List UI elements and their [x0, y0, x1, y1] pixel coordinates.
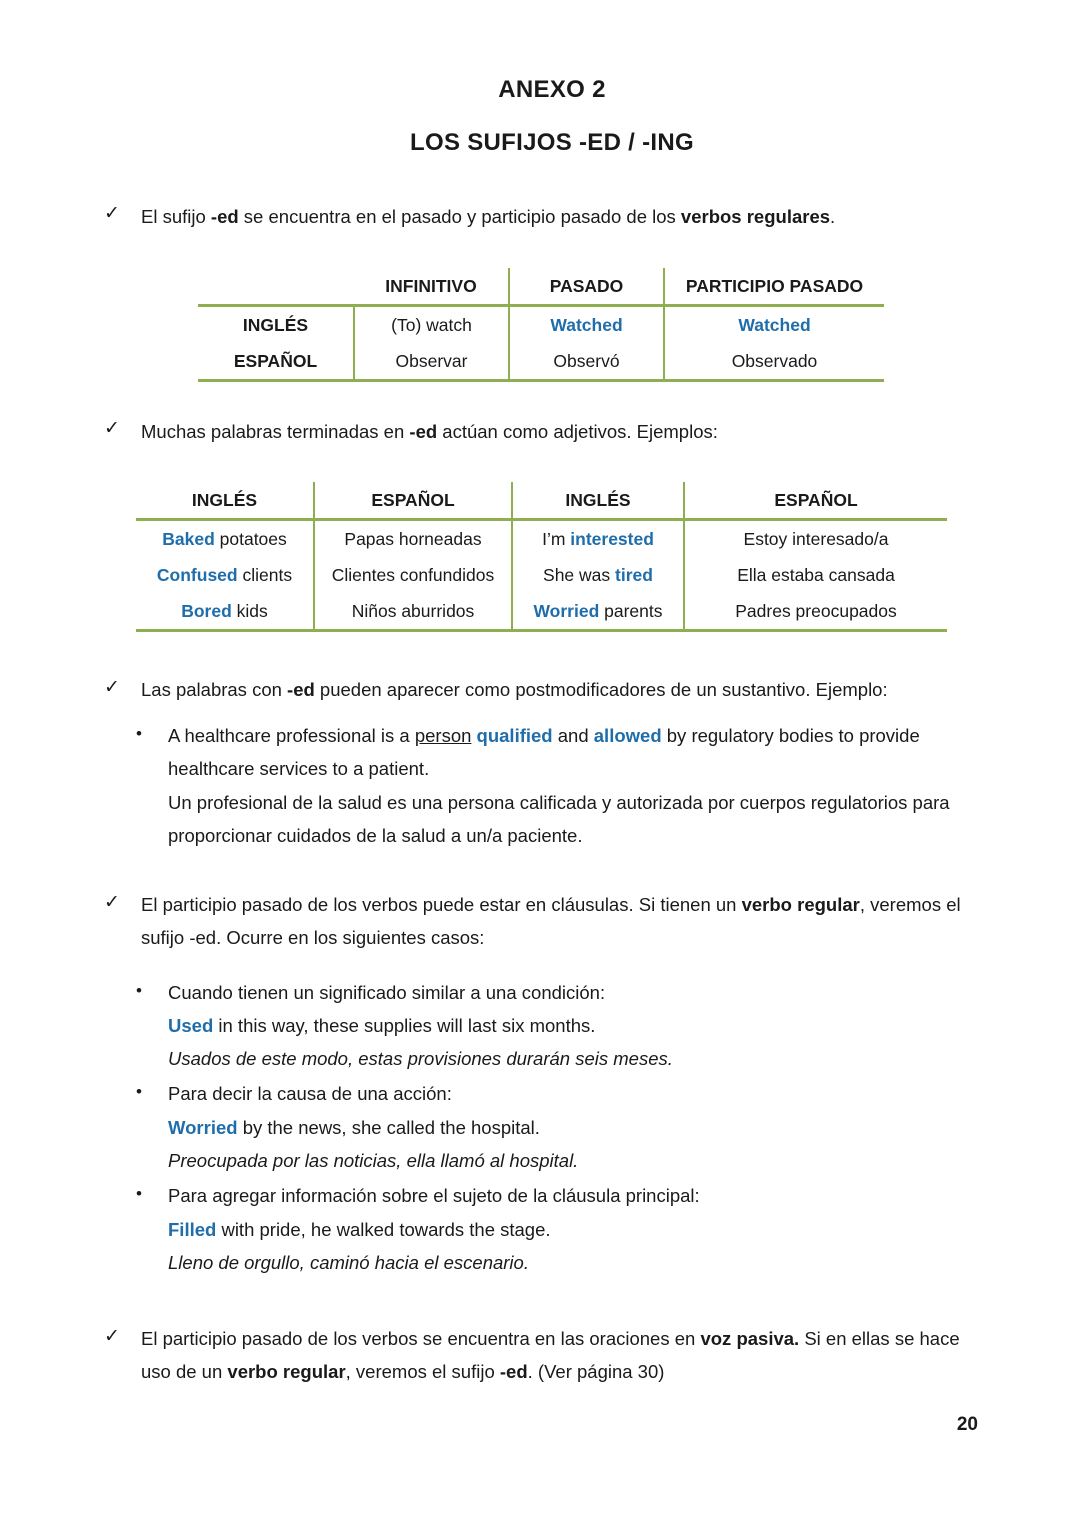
- page-number: 20: [956, 1414, 978, 1435]
- table-header: PASADO: [509, 268, 664, 306]
- table-row: [136, 520, 947, 558]
- case-example: Filled with pride, he walked towards the stage.: [168, 1219, 551, 1240]
- bullet-icon: •: [136, 1082, 142, 1101]
- table-cell: I’m interested: [512, 520, 684, 558]
- bullet-icon: •: [136, 981, 142, 1000]
- section-4-text: El participio pasado de los verbos puede estar en cláusulas. Si tienen un verbo regular, veremos el sufijo -ed. Ocurre en los siguientes casos:: [141, 894, 961, 948]
- check-icon: ✓: [104, 892, 120, 913]
- table-cell: Papas horneadas: [314, 520, 512, 558]
- table-cell: Ella estaba cansada: [684, 557, 947, 593]
- case-example: Worried by the news, she called the hospital.: [168, 1117, 540, 1138]
- case-translation: Preocupada por las noticias, ella llamó al hospital.: [168, 1150, 579, 1171]
- table-cell: Padres preocupados: [684, 593, 947, 631]
- table-cell: Estoy interesado/a: [684, 520, 947, 558]
- table-row: [198, 343, 884, 381]
- verb-forms-table: [198, 268, 884, 382]
- check-icon: ✓: [104, 677, 120, 698]
- row-label: ESPAÑOL: [198, 343, 354, 381]
- case-label: Para decir la causa de una acción:: [168, 1083, 452, 1104]
- page-title: ANEXO 2: [498, 76, 606, 103]
- table-header: [198, 268, 354, 306]
- table-header: INGLÉS: [512, 482, 684, 520]
- example-sentence: A healthcare professional is a person qualified and allowed by regulatory bodies to provide healthcare services to a patient.: [168, 725, 920, 779]
- table-header: INGLÉS: [191, 489, 258, 510]
- table-header: PARTICIPIO PASADO: [664, 268, 884, 306]
- example-translation: Un profesional de la salud es una persona calificada y autorizada por cuerpos regulatorios para proporcionar cuidados de la salud a un/a paciente.: [168, 792, 950, 846]
- section-1-text: El sufijo -ed se encuentra en el pasado y participio pasado de los verbos regulares.: [141, 206, 836, 227]
- bullet-icon: •: [136, 724, 142, 743]
- table-header: ESPAÑOL: [684, 482, 947, 520]
- table-cell: Confused clients: [156, 564, 293, 585]
- page-subtitle: LOS SUFIJOS -ED / -ING: [410, 129, 694, 156]
- bullet-icon: •: [136, 1184, 142, 1203]
- table-cell: Observado: [664, 343, 884, 381]
- table-cell: (To) watch: [354, 306, 509, 344]
- section-3-text: Las palabras con -ed pueden aparecer como postmodificadores de un sustantivo. Ejemplo:: [141, 679, 888, 700]
- case-translation: Lleno de orgullo, caminó hacia el escenario.: [168, 1252, 529, 1273]
- table-row: [136, 557, 947, 593]
- adjectives-table: [136, 482, 947, 632]
- table-header: INFINITIVO: [385, 275, 477, 296]
- row-label: INGLÉS: [198, 306, 354, 344]
- table-cell: Clientes confundidos: [314, 557, 512, 593]
- check-icon: ✓: [104, 1326, 120, 1347]
- case-example: Used in this way, these supplies will last six months.: [168, 1015, 596, 1036]
- table-cell: She was tired: [512, 557, 684, 593]
- table-header: ESPAÑOL: [314, 482, 512, 520]
- table-cell: Observó: [509, 343, 664, 381]
- table-cell: Niños aburridos: [314, 593, 512, 631]
- table-cell: Observar: [354, 343, 509, 381]
- table-row: [136, 593, 947, 631]
- section-2-text: Muchas palabras terminadas en -ed actúan como adjetivos. Ejemplos:: [141, 421, 718, 442]
- case-label: Para agregar información sobre el sujeto de la cláusula principal:: [168, 1185, 700, 1206]
- case-label: Cuando tienen un significado similar a una condición:: [168, 982, 606, 1003]
- table-cell: Watched: [509, 306, 664, 344]
- check-icon: ✓: [104, 418, 120, 439]
- table-cell: Baked potatoes: [136, 520, 314, 558]
- table-row: [198, 306, 884, 344]
- check-icon: ✓: [104, 203, 120, 224]
- section-5-text: El participio pasado de los verbos se encuentra en las oraciones en voz pasiva. Si en ellas se hace uso de un verbo regular, veremos el sufijo -ed. (Ver página 30): [141, 1328, 960, 1382]
- table-cell: Bored kids: [136, 593, 314, 631]
- table-cell: Watched: [664, 306, 884, 344]
- case-translation: Usados de este modo, estas provisiones durarán seis meses.: [168, 1048, 673, 1069]
- table-cell: Worried parents: [512, 593, 684, 631]
